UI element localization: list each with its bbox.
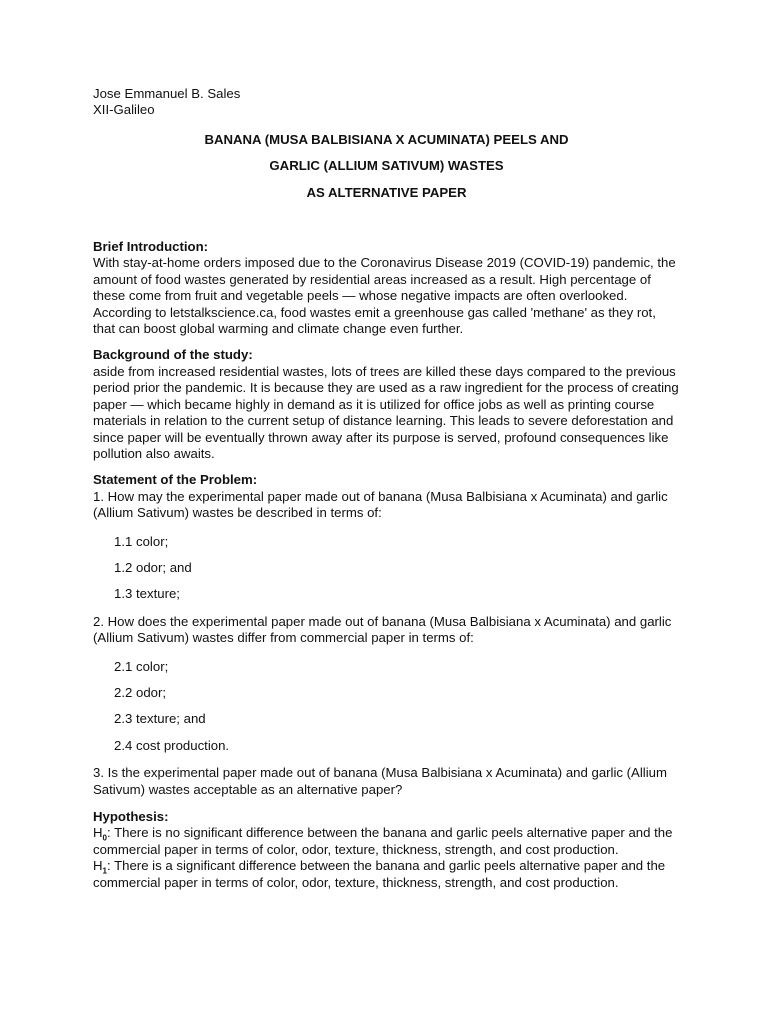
hypothesis-subscript: 0 xyxy=(102,834,107,844)
intro-heading: Brief Introduction: xyxy=(93,239,209,255)
background-section xyxy=(93,347,680,462)
question-1-list xyxy=(93,534,680,603)
hypothesis-subscript: 1 xyxy=(102,866,107,876)
null-hypothesis-text: : There is no significant difference between the banana and garlic peels alternative paper and the commercial paper in terms of color, odor, texture, thickness, strength, and cost production. xyxy=(93,825,673,857)
list-item: 2.2 odor; xyxy=(114,684,167,700)
list-item: 2.1 color; xyxy=(114,658,169,674)
list-item: 1.2 odor; and xyxy=(114,559,192,575)
author-section: XII-Galileo xyxy=(93,102,155,118)
list-item: 1.3 texture; xyxy=(114,586,180,602)
list-item: 1.1 color; xyxy=(114,533,169,549)
title-line-2: GARLIC (ALLIUM SATIVUM) WASTES xyxy=(269,158,504,174)
title-line-3: AS ALTERNATIVE PAPER xyxy=(306,184,467,200)
hypothesis-symbol: H xyxy=(93,825,103,841)
hypothesis-symbol: H xyxy=(93,858,103,874)
list-item: 2.3 texture; and xyxy=(114,711,206,727)
question-2: 2. How does the experimental paper made out of banana (Musa Balbisiana x Acuminata) and garlic (Allium Sativum) wastes differ from commercial paper in terms of: xyxy=(93,613,672,646)
hypothesis-heading: Hypothesis: xyxy=(93,809,169,824)
author-block xyxy=(93,86,680,119)
problem-section xyxy=(93,472,680,798)
hypothesis-section xyxy=(93,809,680,891)
background-text: aside from increased residential wastes, lots of trees are killed these days compared to the previous period prior the pandemic. It is because they are used as a raw ingredient for the process of creating paper — which became highly in demand as it is utilized for office jobs as well as printing course materials in relation to the current setup of distance learning. This leads to severe deforestation and since paper will be eventually thrown away after its purpose is served, profound consequences like pollution also awaits. xyxy=(93,363,679,461)
problem-heading: Statement of the Problem: xyxy=(93,472,258,488)
author-name: Jose Emmanuel B. Sales xyxy=(93,86,241,101)
alternative-hypothesis-text: : There is a significant difference between the banana and garlic peels alternative paper and the commercial paper in terms of color, odor, texture, thickness, strength, and cost production. xyxy=(93,858,666,890)
document-title xyxy=(93,132,680,201)
list-item: 2.4 cost production. xyxy=(114,737,230,753)
title-line-1: BANANA (MUSA BALBISIANA X ACUMINATA) PEELS AND xyxy=(204,131,569,147)
intro-text: With stay-at-home orders imposed due to the Coronavirus Disease 2019 (COVID-19) pandemic, the amount of food wastes generated by residential areas increased as a result. High percentage of these come from fruit and vegetable peels — whose negative impacts are often overlooked. According to letstalkscience.ca, food wastes emit a greenhouse gas called 'methane' as they rot, that can boost global warming and climate change even further. xyxy=(93,255,676,337)
question-2-list xyxy=(93,659,680,755)
null-hypothesis xyxy=(93,825,680,858)
background-heading: Background of the study: xyxy=(93,347,253,363)
question-1: 1. How may the experimental paper made out of banana (Musa Balbisiana x Acuminata) and garlic (Allium Sativum) wastes be described in terms of: xyxy=(93,488,668,521)
intro-section xyxy=(93,239,680,337)
question-3: 3. Is the experimental paper made out of banana (Musa Balbisiana x Acuminata) and garlic (Allium Sativum) wastes acceptable as an alternative paper? xyxy=(93,765,667,797)
alternative-hypothesis xyxy=(93,858,680,891)
